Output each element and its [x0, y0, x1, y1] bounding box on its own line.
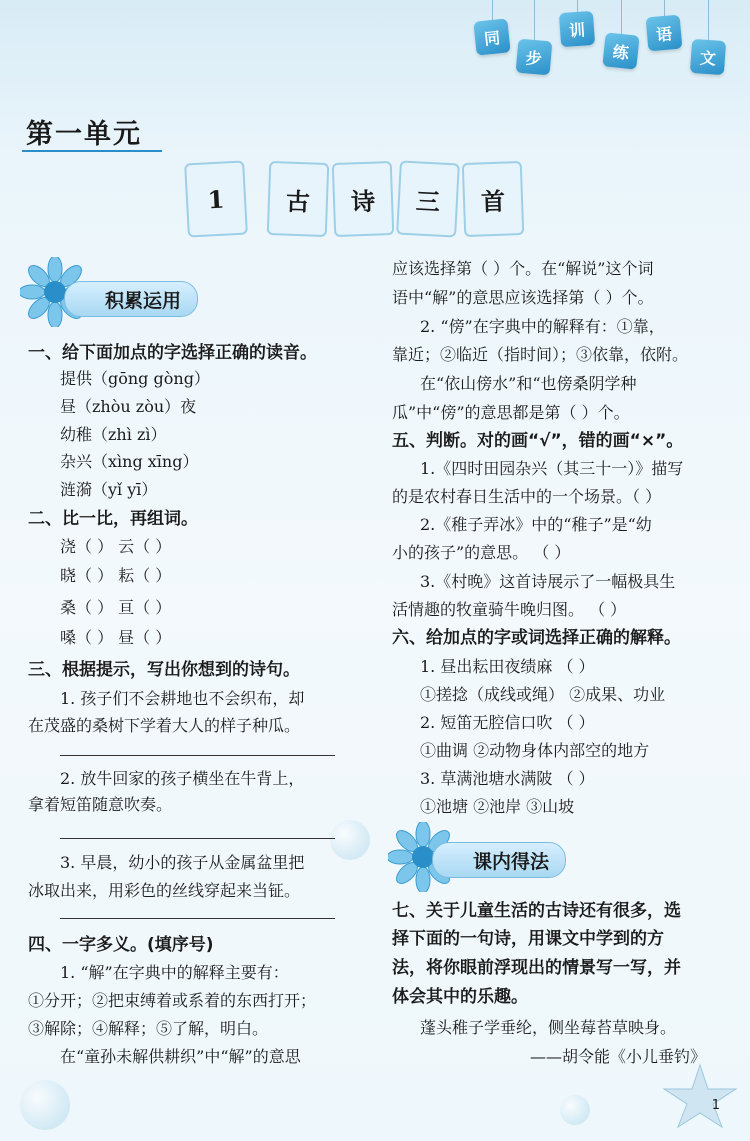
- header-letter: 同: [473, 18, 510, 55]
- starfish-icon: [660, 1061, 740, 1131]
- question-heading: 六、给加点的字或词选择正确的解释。: [392, 628, 681, 648]
- text-line: ③解除；④解释；⑤了解，明白。: [28, 1019, 269, 1038]
- text-line: 2. “傍”在字典中的解释有：①靠，: [420, 317, 665, 336]
- lesson-title-char: 首: [462, 161, 525, 237]
- text-line: ①曲调 ②动物身体内部空的地方: [420, 741, 650, 760]
- text-line: ①搓捻（成线或绳） ②成果、功业: [420, 685, 666, 704]
- text-line: 在茂盛的桑树下学着大人的样子种瓜。: [28, 716, 301, 735]
- text-line: 小的孩子”的意思。 （ ）: [392, 543, 571, 562]
- bubble-decoration: [330, 820, 370, 860]
- text-line: 在“童孙未解供耕织”中“解”的意思: [60, 1047, 301, 1066]
- text-line: 3. 早晨，幼小的孩子从金属盆里把: [60, 853, 305, 872]
- text-line: 3.《村晚》这首诗展示了一幅极具生: [420, 572, 676, 591]
- question-heading: 二、比一比，再组词。: [28, 509, 198, 529]
- text-line: 拿着短笛随意吹奏。: [28, 795, 173, 814]
- unit-title: 第一单元: [26, 119, 142, 150]
- poem-attribution: ——胡令能《小儿垂钓》: [530, 1047, 707, 1066]
- page-number: 1: [711, 1098, 720, 1113]
- text-line: 2. 短笛无腔信口吹 （ ）: [420, 713, 595, 732]
- text-line: 应该选择第（ ）个。在“解说”这个词: [392, 259, 654, 278]
- question-heading: 四、一字多义。(填序号): [28, 935, 214, 955]
- text-line: 语中“解”的意思应该选择第（ ）个。: [392, 288, 654, 307]
- lesson-title-char: 古: [267, 161, 330, 237]
- question-heading: 一、给下面加点的字选择正确的读音。: [28, 343, 317, 363]
- text-line: 晓（ ） 耘（ ）: [60, 566, 172, 585]
- unit-underline: [22, 150, 162, 152]
- text-line: 1. “解”在字典中的解释主要有：: [60, 963, 289, 982]
- header-letter: 文: [690, 39, 726, 75]
- header-letter: 步: [516, 39, 553, 76]
- question-heading: 法，将你眼前浮现出的情景写一写，并: [392, 958, 681, 978]
- lesson-number: 1: [184, 160, 248, 237]
- text-line: 昼（zhòu zòu）夜: [60, 397, 197, 416]
- question-heading: 七、关于儿童生活的古诗还有很多，选: [392, 901, 681, 921]
- question-heading: 择下面的一句诗，用课文中学到的方: [392, 929, 664, 949]
- lesson-title-char: 三: [396, 160, 460, 237]
- text-line: 浇（ ） 云（ ）: [60, 537, 172, 556]
- poem-line: 蓬头稚子学垂纶，侧坐莓苔草映身。: [420, 1018, 677, 1037]
- section-badge-accumulate: 积累运用: [64, 281, 198, 317]
- text-line: 涟漪（yǐ yī）: [60, 480, 158, 499]
- bubble-decoration: [20, 1080, 70, 1130]
- header-letter: 练: [602, 32, 639, 69]
- header-letter: 训: [559, 11, 595, 47]
- text-line: 2.《稚子弄冰》中的“稚子”是“幼: [420, 515, 652, 534]
- bubble-decoration: [560, 1095, 590, 1125]
- text-line: 3. 草满池塘水满陂 （ ）: [420, 769, 595, 788]
- text-line: 2. 放牛回家的孩子横坐在牛背上，: [60, 769, 305, 788]
- text-line: 杂兴（xìng xīng）: [60, 452, 199, 471]
- text-line: 活情趣的牧童骑牛晚归图。 （ ）: [392, 600, 627, 619]
- text-line: ①分开；②把束缚着或系着的东西打开；: [28, 991, 317, 1010]
- text-line: 冰取出来，用彩色的丝线穿起来当钲。: [28, 881, 301, 900]
- question-heading: 三、根据提示，写出你想到的诗句。: [28, 660, 300, 680]
- text-line: 在“依山傍水”和“也傍桑阴学种: [420, 374, 637, 393]
- text-line: ①池塘 ②池岸 ③山坡: [420, 797, 575, 816]
- lesson-title-char: 诗: [332, 161, 395, 237]
- section-badge-method: 课内得法: [432, 842, 566, 878]
- question-heading: 体会其中的乐趣。: [392, 987, 528, 1007]
- answer-line: [60, 755, 335, 756]
- text-line: 提供（gōng gòng）: [60, 369, 210, 388]
- header-letter: 语: [646, 15, 683, 52]
- text-line: 的是农村春日生活中的一个场景。（ ）: [392, 487, 662, 506]
- text-line: 瓜”中“傍”的意思都是第（ ）个。: [392, 403, 630, 422]
- question-heading: 五、判断。对的画“√”，错的画“×”。: [392, 431, 684, 451]
- text-line: 嗓（ ） 昼（ ）: [60, 628, 172, 647]
- text-line: 桑（ ） 亘（ ）: [60, 598, 172, 617]
- text-line: 1. 昼出耘田夜绩麻 （ ）: [420, 657, 595, 676]
- text-line: 幼稚（zhì zì）: [60, 425, 167, 444]
- text-line: 1. 孩子们不会耕地也不会织布，却: [60, 689, 305, 708]
- answer-line: [60, 838, 335, 839]
- answer-line: [60, 918, 335, 919]
- text-line: 靠近；②临近（指时间）；③依靠，依附。: [392, 345, 689, 364]
- text-line: 1.《四时田园杂兴（其三十一）》描写: [420, 459, 684, 478]
